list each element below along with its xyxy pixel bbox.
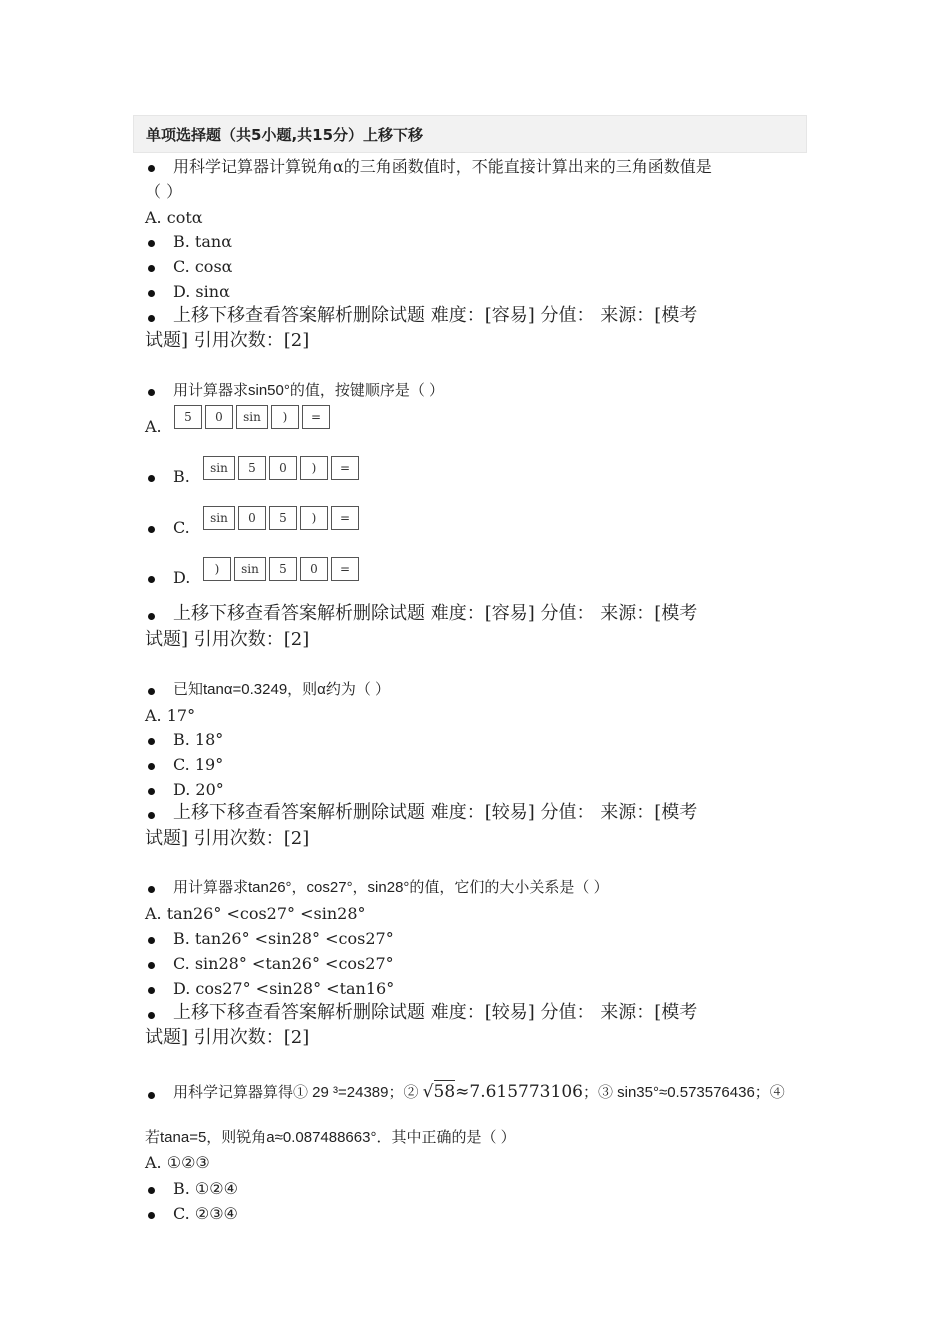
q4-action-row-cont: 试题] 引用次数：[2]	[145, 1027, 310, 1048]
key-button: sin	[234, 557, 266, 581]
key-button: 5	[174, 405, 202, 429]
q2-option-c-keys[interactable]	[203, 506, 362, 530]
bullet-icon	[148, 763, 155, 770]
q2-option-b-label[interactable]: B.	[173, 467, 190, 486]
q5-option-b[interactable]: B. ①②④	[173, 1179, 238, 1198]
q1-stem: 用科学记算器计算锐角α的三角函数值时，不能直接计算出来的三角函数值是	[173, 157, 712, 176]
q5-option-c[interactable]: C. ②③④	[173, 1204, 238, 1223]
sqrt-radicand: 58	[433, 1082, 456, 1102]
q3-option-a[interactable]: A. 17°	[145, 706, 196, 725]
bullet-icon	[148, 576, 155, 583]
q2-option-d-label[interactable]: D.	[173, 568, 191, 587]
bullet-icon	[148, 389, 155, 396]
key-button: 5	[269, 557, 297, 581]
bullet-icon	[148, 1212, 155, 1219]
q3-action-row-cont: 试题] 引用次数：[2]	[145, 828, 310, 849]
q4-stem: 用计算器求tan26°，cos27°，sin28°的值，它们的大小关系是（ ）	[173, 879, 609, 896]
bullet-icon	[148, 315, 155, 322]
key-button: )	[203, 557, 231, 581]
bullet-icon	[148, 265, 155, 272]
key-button: 0	[300, 557, 328, 581]
key-button: 5	[269, 506, 297, 530]
q1-option-d[interactable]: D. sinα	[173, 282, 230, 301]
bullet-icon	[148, 613, 155, 620]
q5-option-a[interactable]: A. ①②③	[145, 1153, 210, 1172]
q2-option-c-label[interactable]: C.	[173, 518, 190, 537]
sqrt-expression: √58≈7.615773106	[422, 1082, 583, 1102]
q1-action-row[interactable]: 上移下移查看答案解析删除试题 难度：[容易] 分值： 来源：[模考	[173, 305, 698, 326]
bullet-icon	[148, 240, 155, 247]
q3-stem: 已知tanα=0.3249，则α约为（ ）	[173, 681, 391, 698]
q4-option-d[interactable]: D. cos27° <sin28° <tan16°	[173, 979, 395, 998]
bullet-icon	[148, 526, 155, 533]
q2-action-row-cont: 试题] 引用次数：[2]	[145, 629, 310, 650]
key-button: sin	[203, 506, 235, 530]
key-button: =	[331, 506, 359, 530]
key-button: )	[271, 405, 299, 429]
bullet-icon	[148, 987, 155, 994]
q1-option-b[interactable]: B. tanα	[173, 232, 233, 251]
q4-option-c[interactable]: C. sin28° <tan26° <cos27°	[173, 954, 394, 973]
q4-action-row[interactable]: 上移下移查看答案解析删除试题 难度：[较易] 分值： 来源：[模考	[173, 1002, 698, 1023]
q1-option-a[interactable]: A. cotα	[145, 208, 203, 227]
q3-option-b[interactable]: B. 18°	[173, 730, 224, 749]
sqrt-approx: ≈7.615773106	[455, 1082, 583, 1102]
q5-stem-cont: 若tana=5，则锐角a≈0.087488663°．其中正确的是（ ）	[145, 1129, 516, 1146]
q3-option-d[interactable]: D. 20°	[173, 780, 224, 799]
key-button: )	[300, 456, 328, 480]
key-button: =	[302, 405, 330, 429]
bullet-icon	[148, 812, 155, 819]
bullet-icon	[148, 1012, 155, 1019]
key-button: 0	[238, 506, 266, 530]
key-button: 0	[205, 405, 233, 429]
bullet-icon	[148, 165, 155, 172]
q2-stem: 用计算器求sin50°的值，按键顺序是（ ）	[173, 382, 445, 399]
bullet-icon	[148, 962, 155, 969]
key-button: sin	[236, 405, 268, 429]
q4-option-b[interactable]: B. tan26° <sin28° <cos27°	[173, 929, 394, 948]
bullet-icon	[148, 1092, 155, 1099]
q5-stem	[173, 1080, 785, 1105]
q4-option-a[interactable]: A. tan26° <cos27° <sin28°	[145, 904, 366, 923]
bullet-icon	[148, 290, 155, 297]
key-button: 0	[269, 456, 297, 480]
bullet-icon	[148, 788, 155, 795]
bullet-icon	[148, 886, 155, 893]
bullet-icon	[148, 937, 155, 944]
q2-option-d-keys[interactable]	[203, 557, 362, 581]
key-button: =	[331, 557, 359, 581]
bullet-icon	[148, 688, 155, 695]
q3-action-row[interactable]: 上移下移查看答案解析删除试题 难度：[较易] 分值： 来源：[模考	[173, 802, 698, 823]
section-header: 单项选择题（共5小题,共15分）上移下移	[133, 115, 807, 153]
bullet-icon	[148, 1187, 155, 1194]
q1-stem-cont: （ ）	[145, 182, 183, 201]
q1-option-c[interactable]: C. cosα	[173, 257, 233, 276]
q5-stem-pre: 用科学记算器算得① 29 ³=24389；②	[173, 1084, 423, 1101]
q2-action-row[interactable]: 上移下移查看答案解析删除试题 难度：[容易] 分值： 来源：[模考	[173, 603, 698, 624]
q2-option-b-keys[interactable]	[203, 456, 362, 480]
key-button: 5	[238, 456, 266, 480]
q2-option-a-label[interactable]: A.	[145, 417, 162, 436]
bullet-icon	[148, 475, 155, 482]
key-button: )	[300, 506, 328, 530]
q3-option-c[interactable]: C. 19°	[173, 755, 224, 774]
key-button: sin	[203, 456, 235, 480]
bullet-icon	[148, 738, 155, 745]
key-button: =	[331, 456, 359, 480]
q5-stem-post: ；③ sin35°≈0.573576436；④	[582, 1084, 785, 1101]
q1-action-row-cont: 试题] 引用次数：[2]	[145, 330, 310, 351]
q2-option-a-keys[interactable]	[174, 405, 333, 429]
